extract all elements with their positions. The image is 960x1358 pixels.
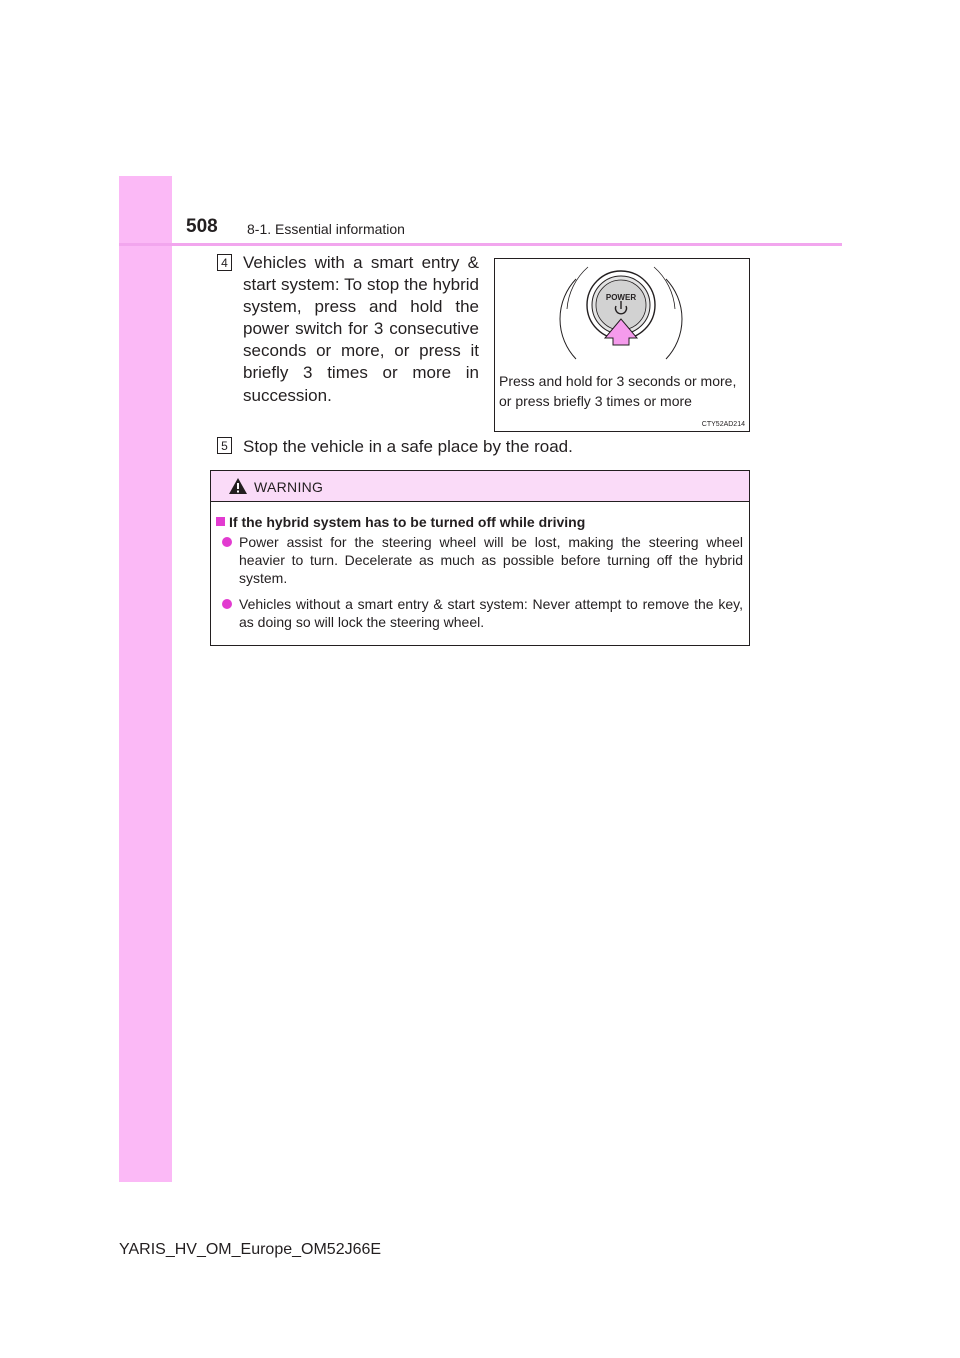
warning-heading <box>216 514 585 530</box>
power-button-label: POWER <box>605 293 637 302</box>
page-sidebar <box>119 176 172 1182</box>
square-bullet-icon <box>216 517 225 526</box>
warning-bullet <box>222 533 743 587</box>
step-number-4: 4 <box>217 254 232 271</box>
warning-triangle-icon <box>228 477 248 495</box>
step-5-text: Stop the vehicle in a safe place by the road. <box>243 437 573 456</box>
section-title: 8-1. Essential information <box>247 221 405 237</box>
figure-code: CTY52AD214 <box>701 421 745 428</box>
warning-bullet-text: Vehicles without a smart entry & start system: Never attempt to remove the key, as doing so will lock the steering wheel. <box>239 596 743 630</box>
circle-bullet-icon <box>222 537 232 547</box>
header-rule <box>119 243 842 246</box>
circle-bullet-icon <box>222 599 232 609</box>
footer-doc-id: YARIS_HV_OM_Europe_OM52J66E <box>119 1241 382 1258</box>
warning-box <box>210 470 750 646</box>
warning-heading-text: If the hybrid system has to be turned off while driving <box>229 514 586 530</box>
warning-bullet-text: Power assist for the steering wheel will be lost, making the steering wheel heavier to turn. Decelerate as much as possible before turning off the hybrid system. <box>239 534 743 586</box>
step-4-text: Vehicles with a smart entry & start system: To stop the hybrid system, press and hold the power switch for 3 consecutive seconds or more, or press it briefly 3 times or more in succession. <box>243 253 479 405</box>
figure-caption: Press and hold for 3 seconds or more, or press briefly 3 times or more <box>499 373 737 409</box>
step-number-5: 5 <box>217 437 232 454</box>
warning-title: WARNING <box>254 479 324 495</box>
warning-bullet <box>222 595 743 631</box>
warning-header <box>211 471 749 502</box>
page-number: 508 <box>186 216 218 237</box>
power-switch-figure <box>494 258 750 432</box>
